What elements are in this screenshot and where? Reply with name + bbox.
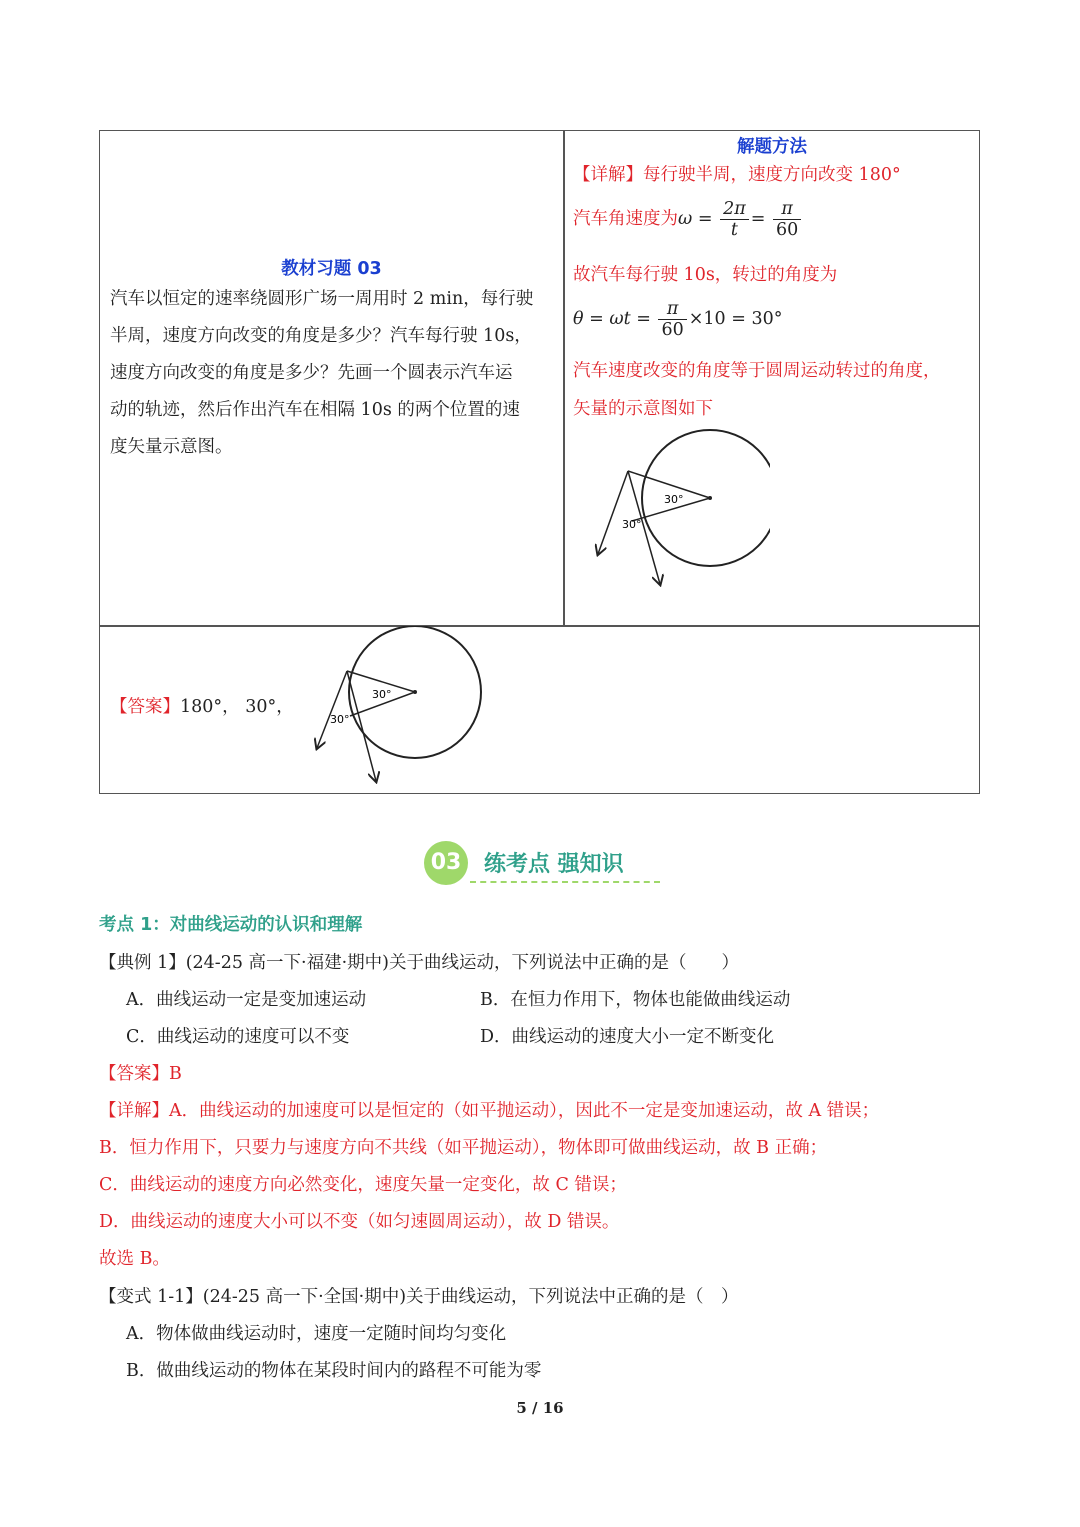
- theta-formula: [573, 299, 782, 340]
- page-number: 5 / 16: [516, 1399, 564, 1417]
- exercise-line: 度矢量示意图。: [110, 437, 233, 457]
- variant-option-a: A．物体做曲线运动时，速度一定随时间均匀变化: [126, 1324, 507, 1344]
- fraction: [658, 299, 686, 340]
- denominator: t: [730, 220, 738, 241]
- theta-lhs: θ = ωt =: [573, 309, 651, 330]
- numerator: 2π: [720, 199, 749, 220]
- center-dot: [413, 690, 417, 694]
- angle-label: 30°: [622, 518, 642, 531]
- answer-line: [110, 693, 294, 718]
- detail-line: B．恒力作用下，只要力与速度方向不共线（如平抛运动），物体即可做曲线运动，故 B 正确；: [99, 1138, 828, 1158]
- table-divider-vertical: [563, 131, 565, 625]
- angle-label: 30°: [330, 713, 350, 726]
- variant-label: 【变式 1-1】: [99, 1287, 203, 1307]
- omega-formula: [573, 199, 803, 240]
- denominator: 60: [661, 320, 684, 341]
- omega-prefix: 汽车角速度为: [573, 209, 678, 230]
- variant-question: 关于曲线运动，下列说法中正确的是（ ）: [406, 1287, 739, 1307]
- answer-diagram: [310, 626, 490, 794]
- exercise-line: 半周，速度方向改变的角度是多少？汽车每行驶 10s，: [110, 326, 532, 346]
- detail-line: C．曲线运动的速度方向必然变化，速度矢量一定变化，故 C 错误；: [99, 1175, 627, 1195]
- section-badge: [424, 841, 468, 885]
- velocity-diagram: [590, 426, 770, 596]
- denominator: 60: [775, 220, 799, 241]
- example-label: 【典例 1】: [99, 953, 186, 973]
- exercise-line: 动的轨迹，然后作出汽车在相隔 10s 的两个位置的速: [110, 400, 520, 420]
- example-question: 关于曲线运动，下列说法中正确的是（ ）: [389, 953, 739, 973]
- theta-rhs: ×10 = 30°: [688, 309, 783, 330]
- option-c: C．曲线运动的速度可以不变: [126, 1027, 350, 1047]
- detail-label: 【详解】: [573, 165, 643, 185]
- exercise-line: 汽车以恒定的速率绕圆形广场一周用时 2 min，每行驶: [110, 289, 534, 309]
- option-b: B．在恒力作用下，物体也能做曲线运动: [480, 990, 791, 1010]
- answer-text: 180°， 30°，: [180, 697, 294, 717]
- exercise-line: 速度方向改变的角度是多少？先画一个圆表示汽车运: [110, 363, 513, 383]
- section-number: 03: [430, 850, 462, 875]
- detail-line: 【详解】A．曲线运动的加速度可以是恒定的（如平抛运动），因此不一定是变加速运动，故 A 错误；: [99, 1101, 880, 1121]
- velocity-arrow: [317, 671, 347, 748]
- method-title: 解题方法: [737, 137, 807, 157]
- equals-sign: =: [750, 209, 766, 230]
- variant-stem: [99, 1283, 739, 1308]
- example-stem: [99, 949, 739, 974]
- omega-lhs: ω =: [678, 209, 713, 230]
- angle-label: 30°: [372, 688, 392, 701]
- variant-option-b: B．做曲线运动的物体在某段时间内的路程不可能为零: [126, 1361, 542, 1381]
- angle-label: 30°: [664, 493, 684, 506]
- detail-text: 每行驶半周，速度方向改变 180°: [643, 165, 901, 185]
- example-answer: 【答案】B: [99, 1064, 182, 1084]
- section-underline: [470, 881, 660, 883]
- topic-heading: 考点 1：对曲线运动的认识和理解: [99, 915, 363, 935]
- trajectory-circle: [642, 430, 770, 566]
- velocity-arrow: [598, 471, 628, 554]
- explain-line: 汽车速度改变的角度等于圆周运动转过的角度，: [573, 361, 941, 381]
- solution-table: [99, 130, 980, 794]
- numerator: π: [773, 199, 801, 220]
- fraction: [773, 199, 801, 240]
- section-title: 练考点 强知识: [484, 852, 624, 877]
- exercise-text: [110, 281, 560, 466]
- exercise-title: 教材习题 03: [281, 259, 382, 279]
- table-divider-horizontal: [100, 625, 979, 627]
- option-a: A．曲线运动一定是变加速运动: [126, 990, 367, 1010]
- center-dot: [708, 496, 712, 500]
- example-source: (24-25 高一下·福建·期中): [185, 953, 389, 973]
- option-d: D．曲线运动的速度大小一定不断变化: [480, 1027, 775, 1047]
- detail-line: D．曲线运动的速度大小可以不变（如匀速圆周运动），故 D 错误。: [99, 1212, 620, 1232]
- variant-source: (24-25 高一下·全国·期中): [202, 1287, 407, 1307]
- explain-line: 矢量的示意图如下: [573, 399, 713, 419]
- fraction: [720, 199, 749, 240]
- conclusion: 故选 B。: [99, 1249, 170, 1269]
- detail-line: [573, 161, 901, 186]
- answer-label: 【答案】: [110, 697, 180, 717]
- angle-line: 故汽车每行驶 10s，转过的角度为: [573, 265, 838, 285]
- numerator: π: [658, 299, 686, 320]
